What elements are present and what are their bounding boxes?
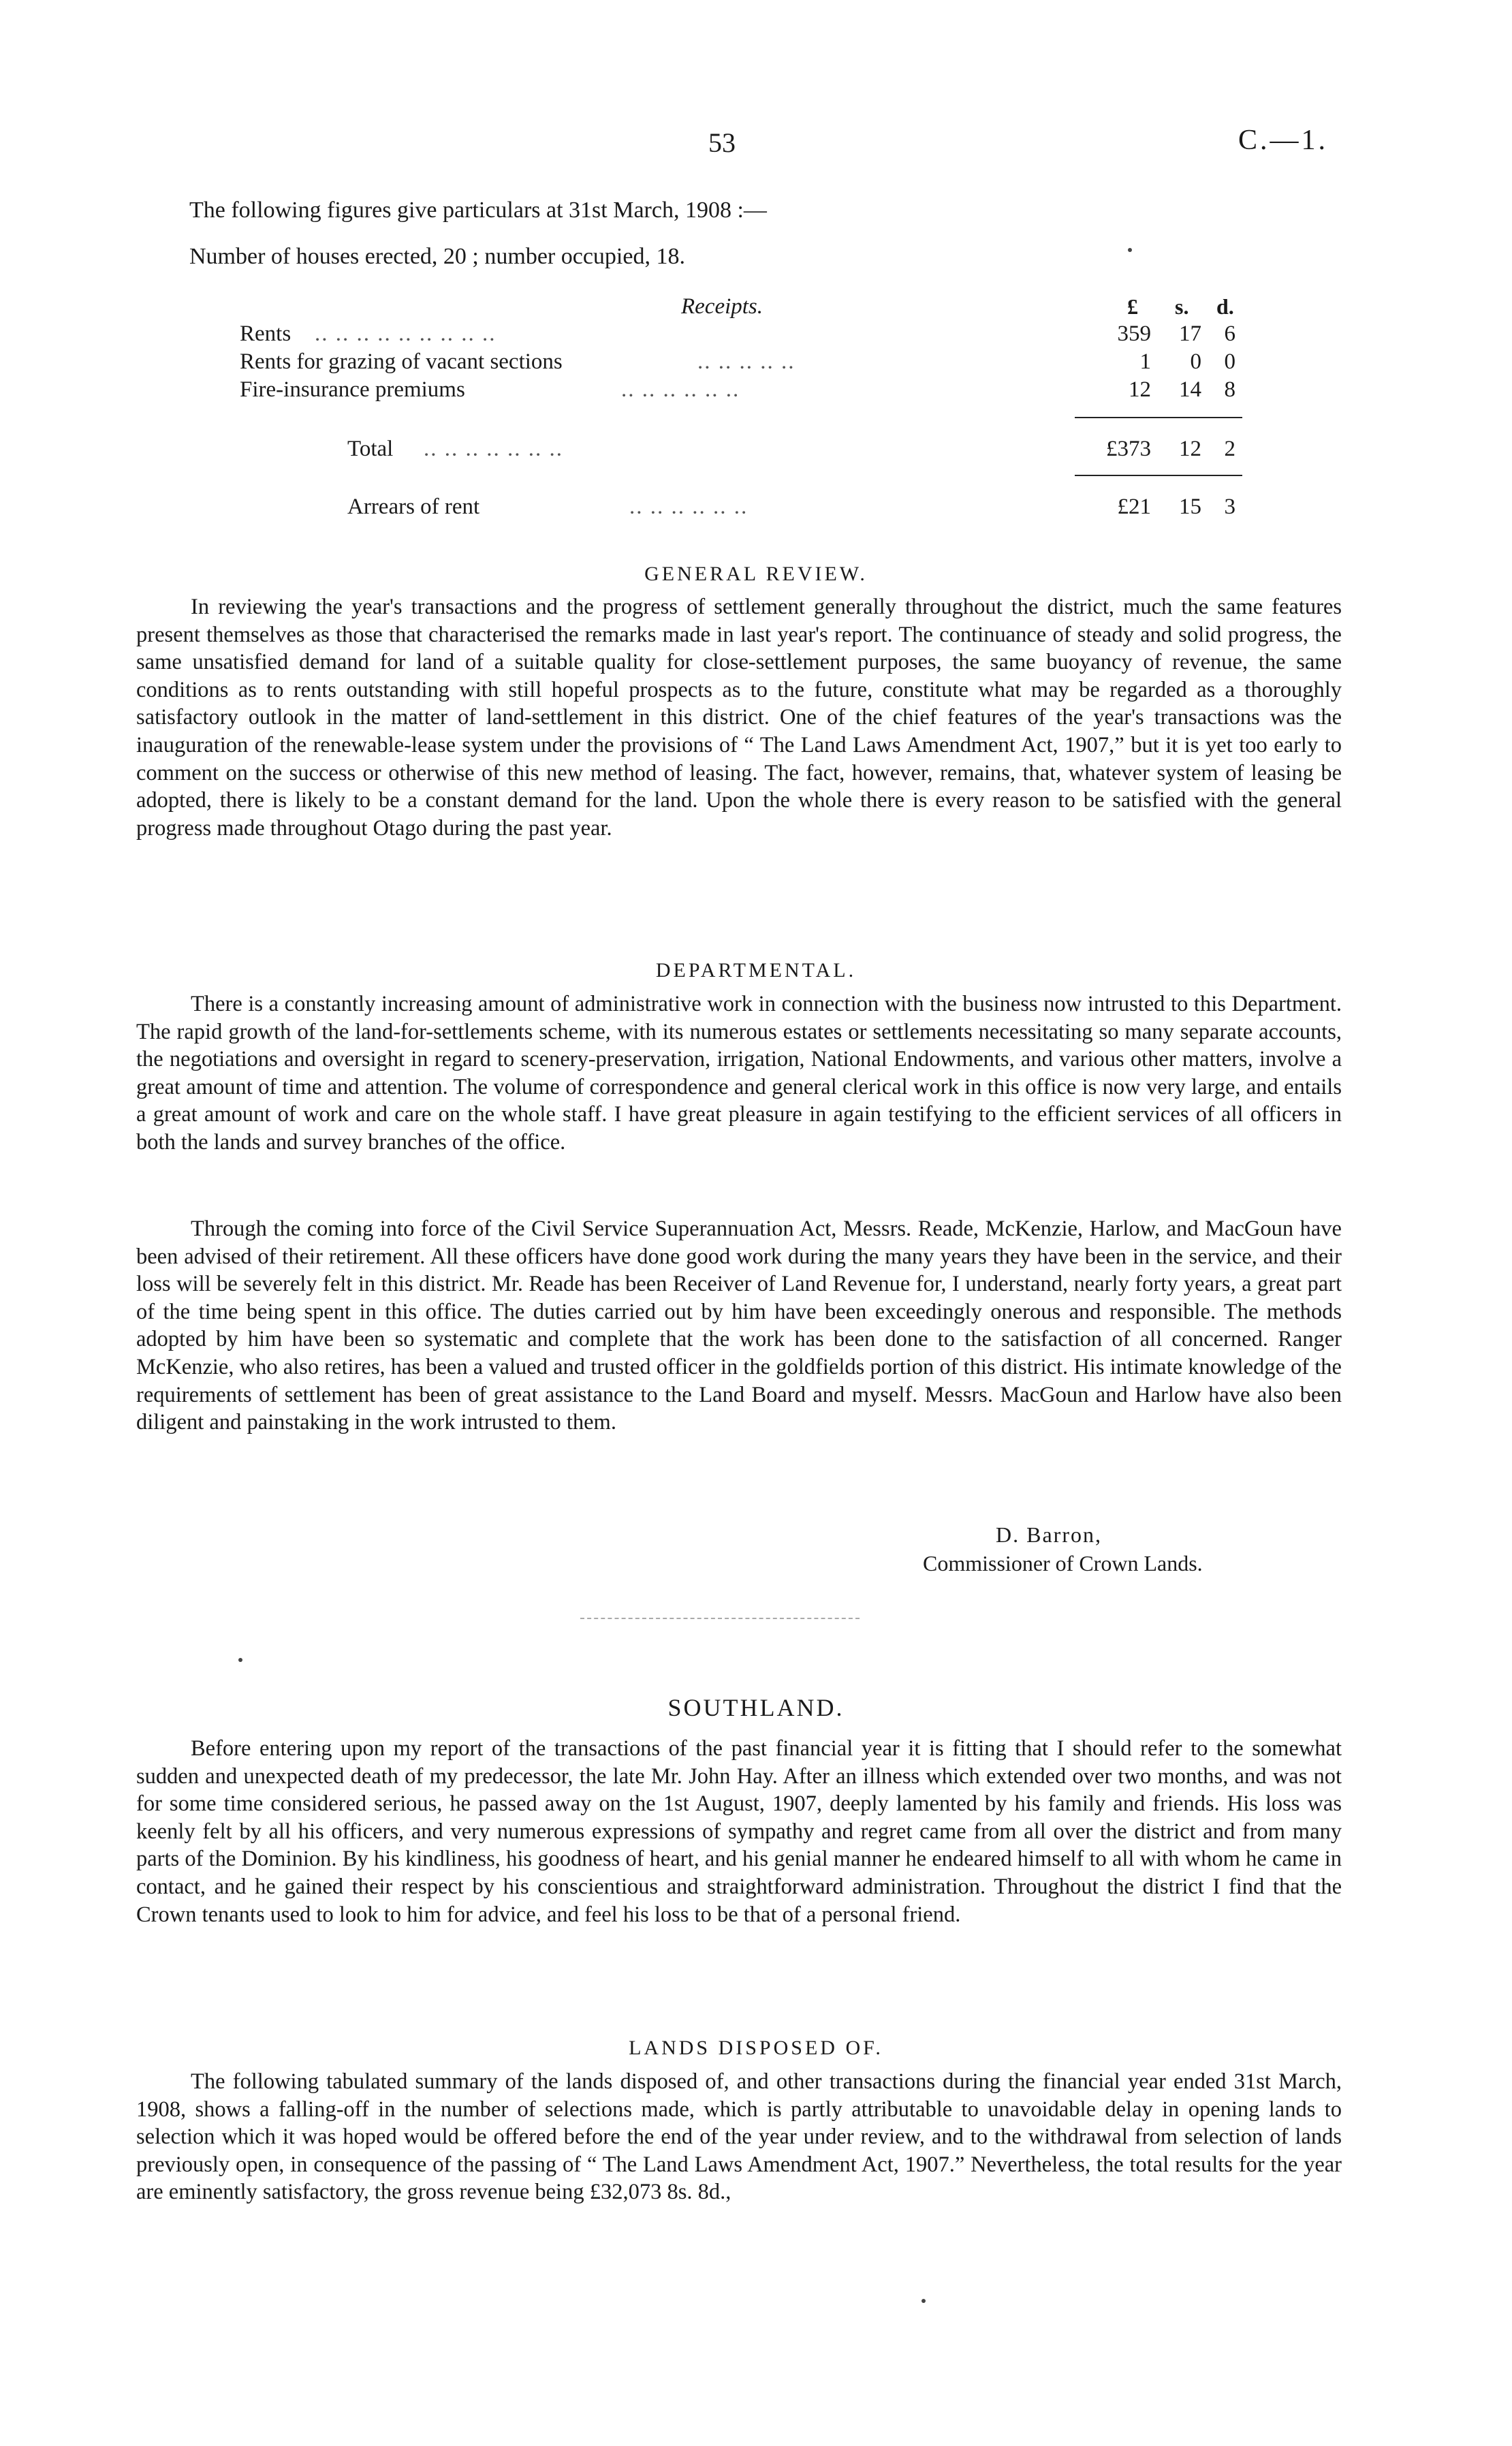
receipts-heading: Receipts.	[681, 294, 763, 319]
leader-dots: .. .. .. .. .. ..	[621, 377, 740, 402]
arrears-label: Arrears of rent	[347, 495, 480, 519]
southland-paragraph: Before entering upon my report of the transactions of the past financial year it is fitting that I should refer to the somewhat sudden and unexpected death of my predecessor, the late Mr. John Hay. After an illness which extended over two months, and was not for some time considered serious, he passed away on the 1st August, 1907, deeply lamented by his family and friends. His loss was keenly felt by all his officers, and very numerous expressions of sympathy and regret came from all over the district and from many parts of the Dominion. By his kindliness, his goodness of heart, and his genial manner he endeared himself to all with whom he came in contact, and he gained their respect by his conscientious and straightforward administration. Throughout the district I find that the Crown tenants used to look to him for advice, and feel his loss to be that of a personal friend.	[136, 1736, 1342, 1927]
total-pounds: £373	[1106, 437, 1151, 461]
houses-line: Number of houses erected, 20 ; number occupied, 18.	[189, 244, 685, 269]
section-divider	[580, 1618, 860, 1619]
print-speck	[922, 2299, 926, 2303]
receipt-shillings: 17	[1179, 322, 1201, 346]
departmental-paragraph-1: There is a constantly increasing amount of administrative work in connection with the business now intrusted to this Department. The rapid growth of the land-for-settlements scheme, with its numerous estates or settlements necessitating so many separate accounts, the negotiations and oversight in regard to scenery-preservation, irrigation, National Endowments, and various other matters, involve a great amount of time and attention. The volume of correspondence and general clerical work in this office is now very large, and entails a great amount of work and care on the whole staff. I have great pleasure in again testifying to the efficient services of all officers in both the lands and survey branches of the office.	[136, 992, 1342, 1155]
departmental-heading: DEPARTMENTAL.	[655, 959, 857, 982]
general-review-paragraph: In reviewing the year's transactions and the progress of settlement generally throughout the district, much the same features present themselves as those that characterised the remarks made in last year's report. The continuance of steady and solid progress, the same unsatisfied demand for land of a suitable quality for close-settlement purposes, the same buoyancy of revenue, the same conditions as to rents outstanding with still hopeful prospects as to the future, constitute what may be regarded as a thoroughly satisfactory outlook in the matter of land-settlement in this district. One of the chief features of the year's transactions was the inauguration of the renewable-lease system under the provisions of “ The Land Laws Amendment Act, 1907,” but it is yet too early to comment on the success or otherwise of this new method of leasing. The fact, however, remains, that, whatever system of leasing be adopted, there is likely to be a constant demand for the land. Upon the whole there is every reason to be satisfied with the general progress made throughout Otago during the past year.	[136, 595, 1342, 841]
receipt-pence: 8	[1224, 377, 1235, 402]
pence-column-header: d.	[1216, 294, 1234, 319]
receipt-shillings: 0	[1190, 349, 1201, 374]
receipt-row	[240, 322, 1248, 349]
pounds-column-header: £	[1127, 294, 1138, 319]
receipt-row	[240, 377, 1248, 405]
signature-name: D. Barron,	[996, 1522, 1102, 1547]
page-reference: C.—1.	[1238, 125, 1329, 156]
general-review-heading: GENERAL REVIEW.	[644, 563, 868, 585]
receipt-label: Fire-insurance premiums	[240, 377, 465, 402]
receipt-row	[240, 349, 1248, 377]
subtotal-rule	[1075, 417, 1242, 418]
shillings-column-header: s.	[1175, 294, 1189, 319]
signature-title: Commissioner of Crown Lands.	[923, 1551, 1203, 1575]
leader-dots: .. .. .. .. ..	[697, 349, 796, 374]
leader-dots: .. .. .. .. .. .. .. .. ..	[315, 322, 497, 346]
print-speck	[238, 1658, 242, 1662]
receipt-pence: 6	[1224, 322, 1235, 346]
receipt-label: Rents for grazing of vacant sections	[240, 349, 563, 374]
receipt-pounds: 359	[1117, 322, 1151, 346]
arrears-pounds: £21	[1117, 495, 1151, 519]
total-row	[240, 437, 1248, 464]
receipt-shillings: 14	[1179, 377, 1201, 402]
arrears-shillings: 15	[1179, 495, 1201, 519]
receipt-pence: 0	[1224, 349, 1235, 374]
intro-line: The following figures give particulars at 31st March, 1908 :—	[189, 198, 767, 223]
receipt-label: Rents	[240, 322, 292, 346]
arrears-pence: 3	[1224, 495, 1235, 519]
total-rule	[1075, 475, 1242, 476]
lands-disposed-heading: LANDS DISPOSED OF.	[629, 2037, 883, 2059]
page-number: 53	[708, 127, 736, 158]
southland-heading: SOUTHLAND.	[667, 1694, 845, 1721]
print-speck	[1128, 248, 1132, 252]
lands-disposed-paragraph: The following tabulated summary of the lands disposed of, and other transactions during the financial year ended 31st March, 1908, shows a falling-off in the number of selections made, which is partly attributable to unavoidable delay in opening lands to selection which it was hoped would be offered before the end of the year under review, and to the withdrawal from selection of lands previously open, in consequence of the passing of “ The Land Laws Amendment Act, 1907.” Nevertheless, the total results for the year are eminently satisfactory, the gross revenue being £32,073 8s. 8d.,	[136, 2069, 1342, 2205]
leader-dots: .. .. .. .. .. .. ..	[424, 437, 563, 461]
total-label: Total	[347, 437, 394, 461]
receipt-pounds: 1	[1139, 349, 1151, 374]
total-pence: 2	[1224, 437, 1235, 461]
leader-dots: .. .. .. .. .. ..	[629, 495, 749, 519]
departmental-paragraph-2: Through the coming into force of the Civil Service Superannuation Act, Messrs. Reade, McKenzie, Harlow, and MacGoun have been advised of their retirement. All these officers have done good work during the many years they have been in the service, and their loss will be severely felt in this district. Mr. Reade has been Receiver of Land Revenue for, I understand, nearly forty years, a great part of the time being spent in this office. The duties carried out by him have been exceedingly onerous and responsible. The methods adopted by him have been so systematic and complete that the work has been done to the satisfaction of all concerned. Ranger McKenzie, who also retires, has been a valued and trusted officer in the goldfields portion of this district. His intimate knowledge of the requirements of settlement has been of great assistance to the Land Board and myself. Messrs. MacGoun and Harlow have also been diligent and painstaking in the work intrusted to them.	[136, 1217, 1342, 1435]
total-shillings: 12	[1179, 437, 1201, 461]
arrears-row	[240, 495, 1248, 522]
receipt-pounds: 12	[1129, 377, 1151, 402]
